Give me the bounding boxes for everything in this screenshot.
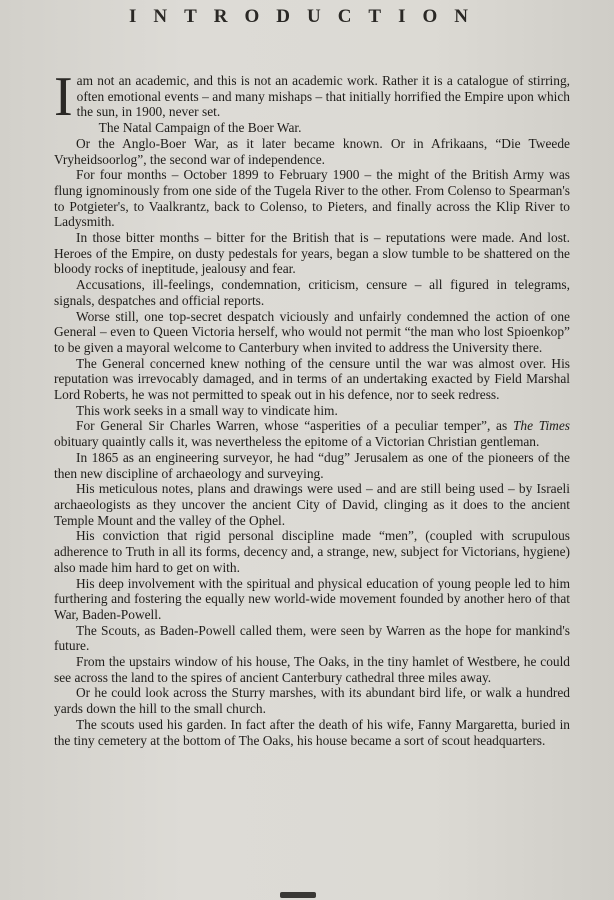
paragraph: His meticulous notes, plans and drawings were used – and are still being used – by Israeli archaeologists as they uncover the ancient City of David, clinging as it does to the ancient Temple Mount and the valley of the Ophel. [54, 481, 570, 528]
opening-text: am not an academic, and this is not an academic work. Rather it is a catalogue of stirring, often emotional events – and many mishaps – that initially horrified the Empire upon which the sun, in 1900, never set. [76, 73, 570, 120]
warren-text-before: For General Sir Charles Warren, whose “asperities of a peculiar temper”, as [76, 418, 513, 434]
paragraph: From the upstairs window of his house, The Oaks, in the tiny hamlet of Westbere, he could see across the land to the spires of ancient Canterbury cathedral three miles away. [54, 654, 570, 685]
paragraph-warren [54, 418, 570, 449]
paragraph: His conviction that rigid personal discipline made “men”, (coupled with scrupulous adherence to Truth in all its forms, decency and, a strange, new, subject for Victorians, hygiene) also made him hard to get on with. [54, 528, 570, 575]
chapter-heading: INTRODUCTION [128, 6, 486, 27]
paragraph: Worse still, one top-secret despatch viciously and unfairly condemned the action of one General – even to Queen Victoria herself, who would not permit “the man who lost Spioenkop” to be given a mayoral welcome to Canterbury when invited to address the University there. [54, 308, 570, 355]
paragraph: Accusations, ill-feelings, condemnation, criticism, censure – all figured in telegrams, signals, despatches and official reports. [54, 277, 570, 308]
paragraph: His deep involvement with the spiritual and physical education of young people led to him furthering and fostering the equally new world-wide movement founded by another hero of that War, Baden-Powell. [54, 575, 570, 622]
paragraph: The Scouts, as Baden-Powell called them, were seen by Warren as the hope for mankind's future. [54, 622, 570, 654]
paragraph: In 1865 as an engineering surveyor, he had “dug” Jerusalem as one of the pioneers of the then new discipline of archaeology and surveying. [54, 449, 570, 481]
paragraph: This work seeks in a small way to vindicate him. [76, 402, 338, 418]
newspaper-title: The Times [512, 418, 571, 434]
drop-cap: I [54, 66, 73, 128]
page-bottom-mark [280, 892, 316, 898]
paragraph: Or the Anglo-Boer War, as it later became known. Or in Afrikaans, “Die Tweede Vryheidsoorlog”, the second war of independence. [54, 135, 570, 167]
paragraph: The scouts used his garden. In fact after the death of his wife, Fanny Margaretta, buried in the tiny cemetery at the bottom of The Oaks, his house became a sort of scout headquarters. [54, 716, 570, 748]
paragraph: For four months – October 1899 to February 1900 – the might of the British Army was flung ignominously from one side of the Tugela River to the other. From Colenso to Spearman's to Potgieter's, to Vaalkrantz, back to Colenso, to Pieters, and finally across the Klip River to Ladysmith. [54, 167, 570, 230]
paragraph: The Natal Campaign of the Boer War. [98, 120, 302, 136]
paragraph: The General concerned knew nothing of the censure until the war was almost over. His reputation was irrevocably damaged, and in terms of an undertaking exacted by Field Marshal Lord Roberts, he was not permitted to speak out in his defence, nor to seek redress. [54, 355, 570, 403]
paragraph: In those bitter months – bitter for the British that is – reputations were made. And lost. Heroes of the Empire, on dusty pedestals for years, began a slow tumble to be shattered on the bloody rocks of ineptitude, jealousy and fear. [54, 230, 570, 277]
paragraph: Or he could look across the Sturry marshes, with its abundant bird life, or walk a hundred yards down the hill to the small church. [54, 685, 570, 717]
body-text [54, 66, 571, 748]
warren-text-after: obituary quaintly calls it, was nevertheless the epitome of a Victorian Christian gentleman. [54, 434, 540, 450]
